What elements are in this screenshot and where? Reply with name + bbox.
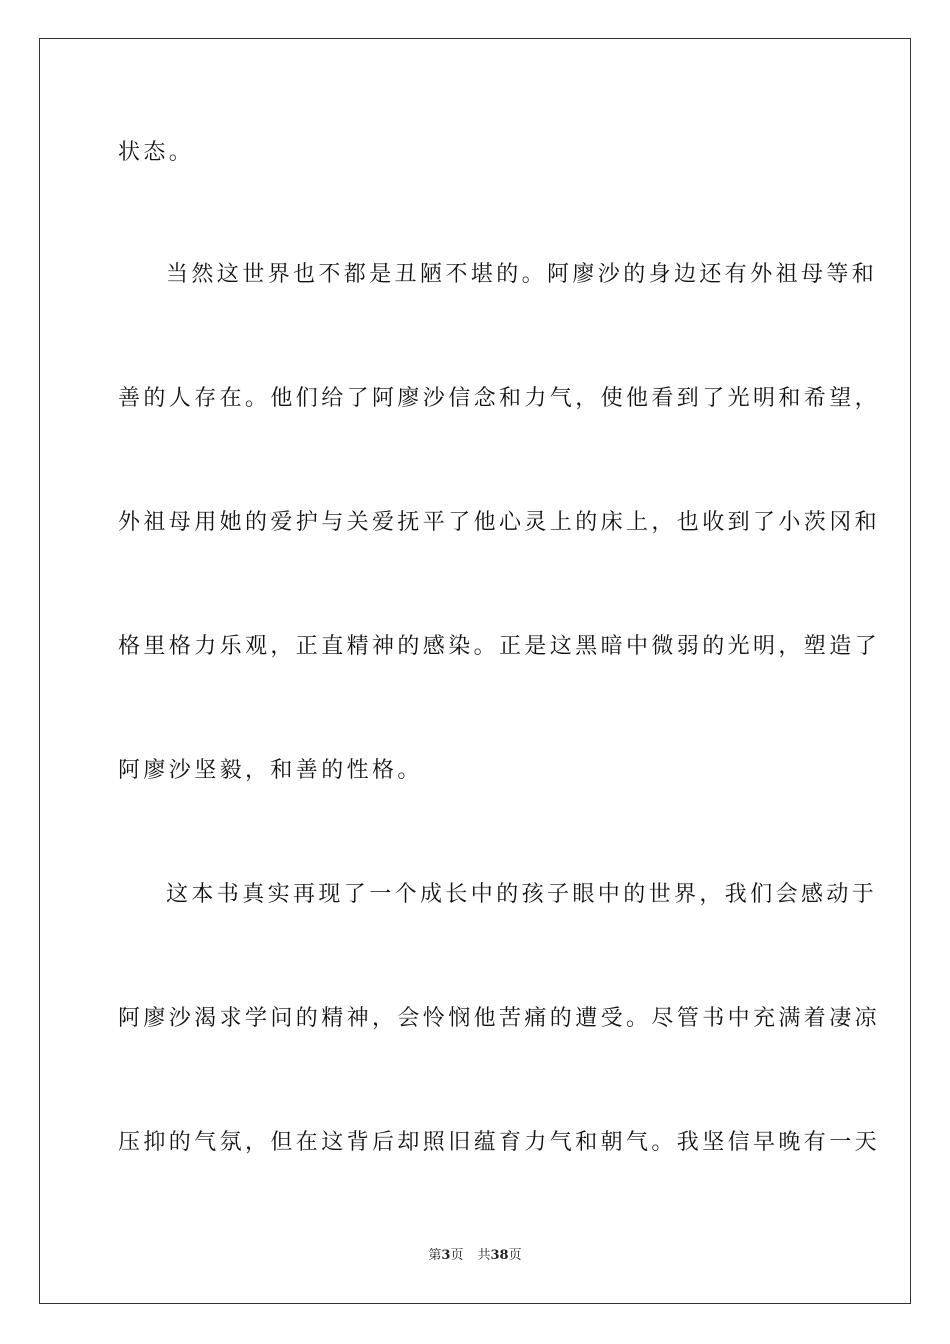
page-number: 3 bbox=[441, 1248, 451, 1263]
text-line-7: 这本书真实再现了一个成长中的孩子眼中的世界，我们会感动于 bbox=[166, 882, 878, 907]
text-line-4: 外祖母用她的爱护与关爱抚平了他心灵上的床上，也收到了小茨冈和 bbox=[118, 510, 881, 535]
text-line-8: 阿廖沙渴求学问的精神，会怜悯他苦痛的遭受。尽管书中充满着凄凉 bbox=[118, 1006, 881, 1031]
page-prefix: 第 bbox=[428, 1248, 442, 1263]
text-line-1: 状态。 bbox=[118, 140, 195, 165]
text-line-5: 格里格力乐观，正直精神的感染。正是这黑暗中微弱的光明，塑造了 bbox=[118, 634, 881, 659]
text-line-6: 阿廖沙坚毅，和善的性格。 bbox=[118, 758, 423, 783]
text-line-2: 当然这世界也不都是丑陋不堪的。阿廖沙的身边还有外祖母等和 bbox=[166, 262, 878, 287]
text-line-3: 善的人存在。他们给了阿廖沙信念和力气，使他看到了光明和希望， bbox=[118, 386, 881, 411]
text-line-9: 压抑的气氛，但在这背后却照旧蕴育力气和朝气。我坚信早晚有一天 bbox=[118, 1130, 881, 1155]
page-footer bbox=[0, 1247, 950, 1265]
total-suffix: 页 bbox=[508, 1248, 522, 1263]
page-suffix: 页 bbox=[450, 1248, 464, 1263]
page-border bbox=[39, 38, 911, 1304]
total-pages: 38 bbox=[490, 1248, 509, 1263]
total-prefix: 共 bbox=[477, 1248, 491, 1263]
